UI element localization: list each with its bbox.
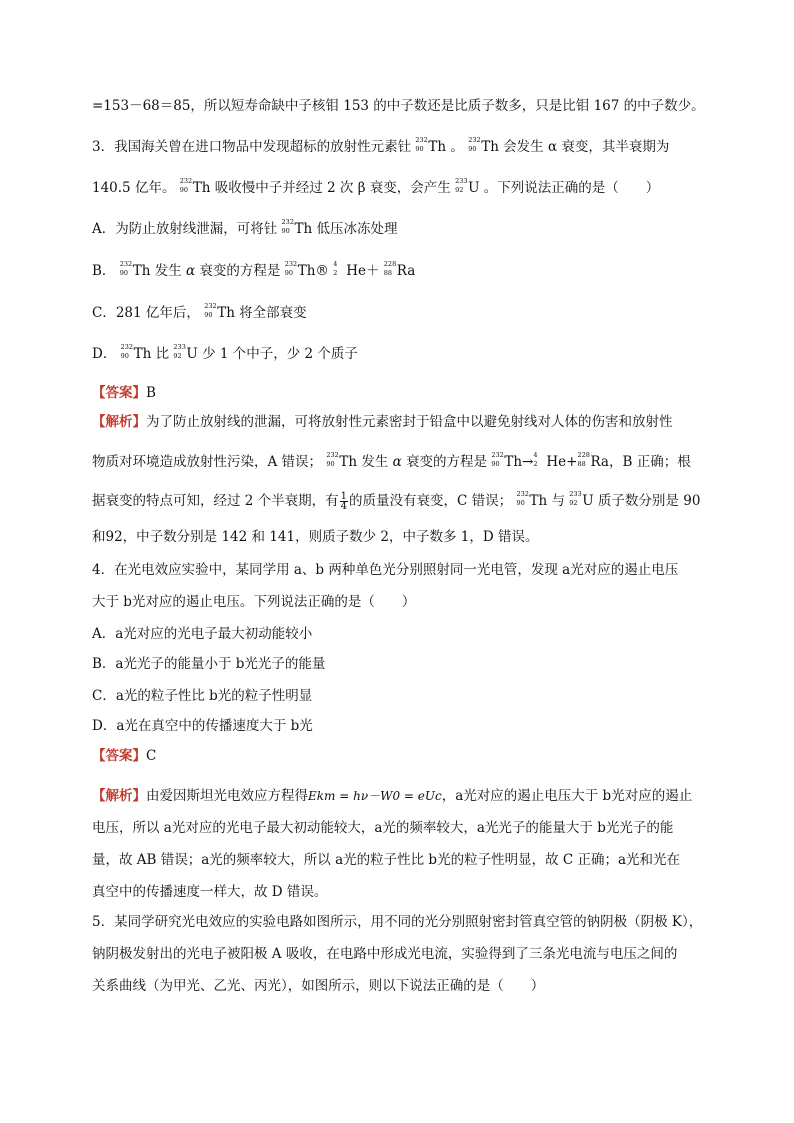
q5-stem-line2 xyxy=(92,944,677,964)
text-segment: 92 xyxy=(569,499,578,507)
text-segment: 232 xyxy=(415,136,428,144)
text-segment: 232 xyxy=(491,451,504,459)
text-segment: 2 xyxy=(333,269,338,277)
text-segment: 92 xyxy=(173,352,182,360)
text-segment: 衰变的方程是 xyxy=(401,454,488,470)
q3-explanation-line2 xyxy=(92,452,691,472)
q3-explanation-line4 xyxy=(92,527,538,547)
text-segment: 232 xyxy=(516,490,529,498)
text-segment: B． xyxy=(92,263,116,279)
q4-explanation-line1 xyxy=(92,786,692,806)
text-segment: 90 xyxy=(415,145,424,153)
answer-label: 【答案】 xyxy=(92,748,146,764)
text-segment: Th 吸收慢中子并经过 2 次 β 衰变，会产生 xyxy=(192,180,451,196)
text-segment: Th 会发生 α 衰变，其半衰期为 xyxy=(481,139,670,155)
text-segment: U 少 1 个中子，少 2 个质子 xyxy=(186,346,358,362)
q4-explanation-line4 xyxy=(92,882,327,902)
text-segment: 衰变的方程是 xyxy=(195,263,281,279)
q3-stem-line1 xyxy=(92,137,669,157)
text-segment: 88 xyxy=(383,269,393,277)
text-segment: Th 发生 xyxy=(132,263,187,279)
explanation-label: 【解析】 xyxy=(92,788,146,804)
text-segment: C．281 亿年后， xyxy=(92,305,200,321)
text-segment: 5．某同学研究光电效应的实验电路如图所示，用不同的光分别照射密封管真空管的钠阴极（阴极 K）， xyxy=(92,914,703,930)
answer-label: 【答案】 xyxy=(92,385,146,401)
text-segment: α xyxy=(392,454,402,470)
text-segment: 233 xyxy=(569,490,582,498)
isotope-th xyxy=(468,138,480,154)
text-segment: 物质对环境造成放射性污染，A 错误； xyxy=(92,454,323,470)
text-segment: B．a光光子的能量小于 b光光子的能量 xyxy=(92,656,326,672)
q4-answer xyxy=(92,746,156,766)
text-segment: 4 xyxy=(333,260,338,268)
text-segment: 电压，所以 a光对应的光电子最大初动能较大，a光的频率较大，a光光子的能量大于 b光光子的能 xyxy=(92,820,674,836)
q3-option-a xyxy=(92,219,398,239)
text-segment: 大于 b光对应的遏止电压。下列说法正确的是（ ） xyxy=(92,594,416,610)
q4-option-a xyxy=(92,624,312,644)
text-segment: 量，故 AB 错误；a光的频率较大，所以 a光的粒子性比 b光的粒子性明显，故 C 正确；a光和光在 xyxy=(92,852,681,868)
text-segment: Th 将全部衰变 xyxy=(217,305,307,321)
text-segment: Ra，B 正确；根 xyxy=(590,454,691,470)
q3-answer xyxy=(92,383,156,403)
text-segment: 90 xyxy=(491,460,500,468)
text-segment: 90 xyxy=(284,269,294,277)
text-segment: C．a光的粒子性比 b光的粒子性明显 xyxy=(92,688,313,704)
text-segment: 90 xyxy=(468,145,477,153)
isotope-notation xyxy=(516,492,528,508)
text-segment: A．a光对应的光电子最大初动能较小 xyxy=(92,626,313,642)
q5-stem-line3 xyxy=(92,976,544,996)
text-segment: 真空中的传播速度一样大，故 D 错误。 xyxy=(92,884,328,900)
isotope-notation xyxy=(491,453,503,469)
text-segment: 和92，中子数分别是 142 和 141，则质子数少 2，中子数多 1，D 错误。 xyxy=(92,529,539,545)
text-segment: 2 xyxy=(533,460,538,468)
q4-option-b xyxy=(92,654,325,674)
q3-option-c xyxy=(92,303,307,323)
q5-stem-line1 xyxy=(92,912,702,932)
isotope-he xyxy=(333,262,345,278)
isotope-notation xyxy=(121,345,133,361)
q3-explanation-line3 xyxy=(92,491,700,511)
text-segment: 90 xyxy=(204,311,213,319)
q2-tail xyxy=(92,96,705,116)
q3-stem-line2 xyxy=(92,178,659,198)
text-segment: He＋ xyxy=(346,263,380,279)
explanation-label: 【解析】 xyxy=(92,414,146,430)
text-segment: 4．在光电效应实验中，某同学用 a、b 两种单色光分别照射同一光电管，发现 a光对应的遏止电压 xyxy=(92,562,679,578)
text-segment: 232 xyxy=(326,451,339,459)
text-segment: 3．我国海关曾在进口物品中发现超标的放射性元素钍 xyxy=(92,139,412,155)
text-segment: 233 xyxy=(455,177,468,185)
isotope-notation xyxy=(120,262,132,278)
q4-explanation-line3 xyxy=(92,850,680,870)
text-segment: 4 xyxy=(533,451,538,459)
text-segment: 90 xyxy=(516,499,525,507)
text-segment: 88 xyxy=(577,460,586,468)
text-segment: =153－68＝85，所以短寿命缺中子核钼 153 的中子数还是比质子数多，只是比钼 167 的中子数少。 xyxy=(92,98,705,114)
isotope-notation xyxy=(282,220,294,236)
text-segment: A．为防止放射线泄漏，可将钍 xyxy=(92,221,278,237)
isotope-th xyxy=(415,138,427,154)
q4-stem-line1 xyxy=(92,560,678,580)
text-segment: 1 xyxy=(340,491,348,502)
text-segment: C xyxy=(146,748,157,764)
q3-option-b xyxy=(92,261,415,281)
text-segment: Th 比 xyxy=(133,346,170,362)
text-segment: 90 xyxy=(119,269,128,277)
text-segment: Th 发生 xyxy=(339,454,393,470)
q4-stem-line2 xyxy=(92,592,415,612)
text-segment: 92 xyxy=(455,186,464,194)
text-segment: D．a光在真空中的传播速度大于 b光 xyxy=(92,718,313,734)
text-segment: ，a光对应的遏止电压大于 b光对应的遏止 xyxy=(441,788,693,804)
isotope-notation xyxy=(326,453,338,469)
text-segment: 228 xyxy=(577,451,590,459)
isotope-notation xyxy=(569,492,581,508)
text-segment: 232 xyxy=(281,218,294,226)
text-segment: 228 xyxy=(383,260,397,268)
text-segment: 据衰变的特点可知，经过 2 个半衰期，有 xyxy=(92,493,339,509)
text-segment: Ra xyxy=(396,263,416,279)
text-segment: 232 xyxy=(284,260,298,268)
text-segment: B xyxy=(146,385,156,401)
text-segment: 的质量没有衰变，C 错误； xyxy=(349,493,513,509)
text-segment: Th® xyxy=(297,263,329,279)
fraction xyxy=(340,492,348,511)
q3-explanation-line1 xyxy=(92,412,673,432)
isotope-ra xyxy=(384,262,396,278)
text-segment: Th 与 xyxy=(529,493,565,509)
text-segment: 140.5 亿年。 xyxy=(92,180,176,196)
text-segment: U 质子数分别是 90 xyxy=(582,493,701,509)
text-segment: 90 xyxy=(120,352,129,360)
text-segment: D． xyxy=(92,346,117,362)
isotope-notation xyxy=(577,453,589,469)
q3-option-d xyxy=(92,344,358,364)
text-segment: Th→ xyxy=(504,454,534,470)
text-segment: 90 xyxy=(179,186,189,194)
text-segment: 90 xyxy=(281,227,290,235)
isotope-notation xyxy=(173,345,185,361)
text-segment: 90 xyxy=(326,460,335,468)
text-segment: 为了防止放射线的泄漏，可将放射性元素密封于铅盒中以避免射线对人体的伤害和放射性 xyxy=(146,414,673,430)
text-segment: 232 xyxy=(179,177,193,185)
text-segment: 关系曲线（为甲光、乙光、丙光），如图所示，则以下说法正确的是（ ） xyxy=(92,978,545,994)
text-segment: Th 。 xyxy=(428,139,464,155)
text-segment: 232 xyxy=(119,260,133,268)
text-segment: 4 xyxy=(340,501,348,512)
text-segment: 由爱因斯坦光电效应方程得 xyxy=(146,788,308,804)
isotope-u xyxy=(455,179,467,195)
isotope-notation xyxy=(533,453,545,469)
q4-option-d xyxy=(92,716,313,736)
isotope-notation xyxy=(180,179,192,195)
text-segment: 钠阴极发射出的光电子被阳极 A 吸收，在电路中形成光电流，实验得到了三条光电流与电压之间的 xyxy=(92,946,678,962)
text-segment: 232 xyxy=(204,302,217,310)
text-segment: He+ xyxy=(546,454,578,470)
isotope-notation xyxy=(285,262,297,278)
text-segment: α xyxy=(186,263,196,279)
photoelectric-equation: Ekm = hν－W0 = eUc xyxy=(308,789,442,803)
text-segment: 232 xyxy=(120,343,134,351)
q4-option-c xyxy=(92,686,312,706)
isotope-notation xyxy=(204,304,216,320)
text-segment: 233 xyxy=(173,343,186,351)
text-segment: U 。下列说法正确的是（ ） xyxy=(468,180,660,196)
text-segment: Th 低压冰冻处理 xyxy=(294,221,398,237)
text-segment: 232 xyxy=(468,136,481,144)
q4-explanation-line2 xyxy=(92,818,673,838)
